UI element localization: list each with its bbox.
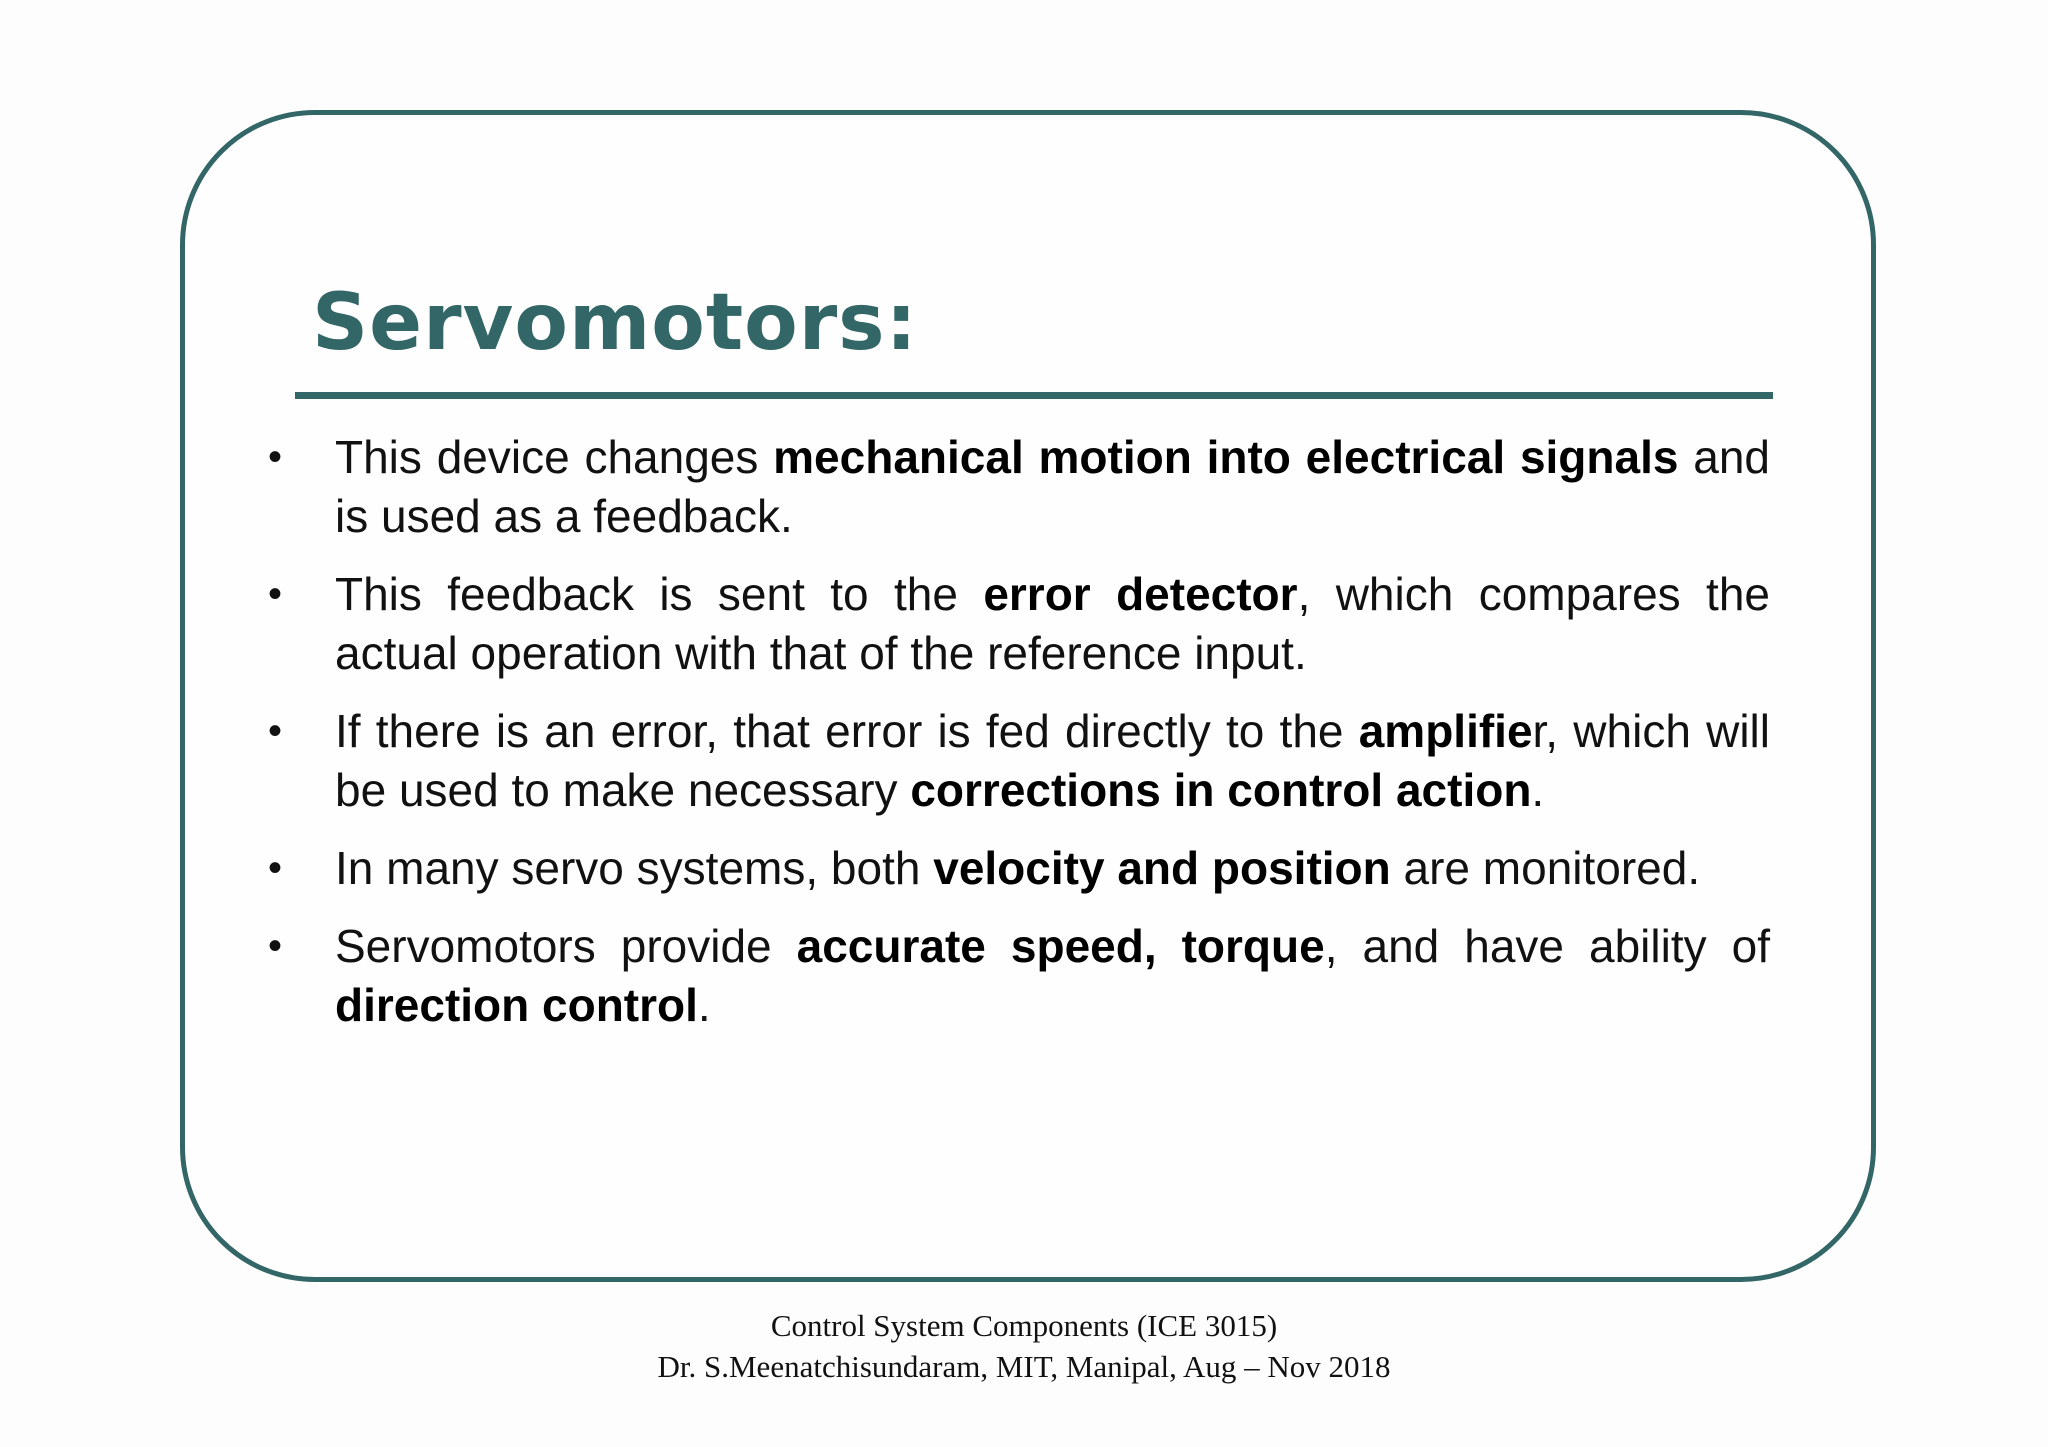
bullet-text: are monitored. <box>1390 842 1701 894</box>
bullet-emphasis-text: accurate speed, torque <box>796 920 1325 972</box>
bullet-text: This device changes <box>335 431 774 483</box>
bullet-item <box>260 917 1770 1035</box>
bullet-item <box>260 565 1770 683</box>
bullet-dot-icon: • <box>268 924 283 968</box>
slide-title: Servomotors: <box>312 278 918 368</box>
bullet-text: In many servo systems, both <box>335 842 934 894</box>
bullet-dot-icon: • <box>268 709 283 753</box>
bullet-text: Servomotors provide <box>335 920 797 972</box>
bullet-text: r, which will be used to make necessary <box>335 705 1770 816</box>
bullet-emphasis-text: amplifie <box>1358 705 1533 757</box>
bullet-dot-icon: • <box>268 846 283 890</box>
bullet-text: If there is an error, that error is fed directly to the <box>335 705 1359 757</box>
bullet-emphasis-text: mechanical motion into electrical signals <box>773 431 1679 483</box>
bullet-text: This feedback is sent to the <box>335 568 984 620</box>
bullet-emphasis-text: direction control <box>335 979 698 1031</box>
bullet-emphasis-text: error detector <box>983 568 1298 620</box>
bullet-text: , which compares the actual operation with that of the reference input. <box>335 568 1770 679</box>
title-divider <box>295 392 1773 399</box>
bullet-item <box>260 428 1770 546</box>
bullet-text: . <box>697 979 711 1031</box>
bullet-text: , and have ability of <box>1324 920 1770 972</box>
bullet-item <box>260 702 1770 820</box>
bullet-item <box>260 839 1770 898</box>
bullet-emphasis-text: corrections in control action <box>910 764 1532 816</box>
bullet-dot-icon: • <box>268 572 283 616</box>
footer-course-line: Control System Components (ICE 3015) <box>770 1308 1278 1343</box>
bullet-text: . <box>1531 764 1545 816</box>
footer-author-line: Dr. S.Meenatchisundaram, MIT, Manipal, Aug – Nov 2018 <box>657 1349 1391 1384</box>
bullet-emphasis-text: velocity and position <box>933 842 1391 894</box>
bullet-dot-icon: • <box>268 435 283 479</box>
bullet-text: and is used as a feedback. <box>335 431 1770 542</box>
bullet-list <box>260 428 1770 1054</box>
